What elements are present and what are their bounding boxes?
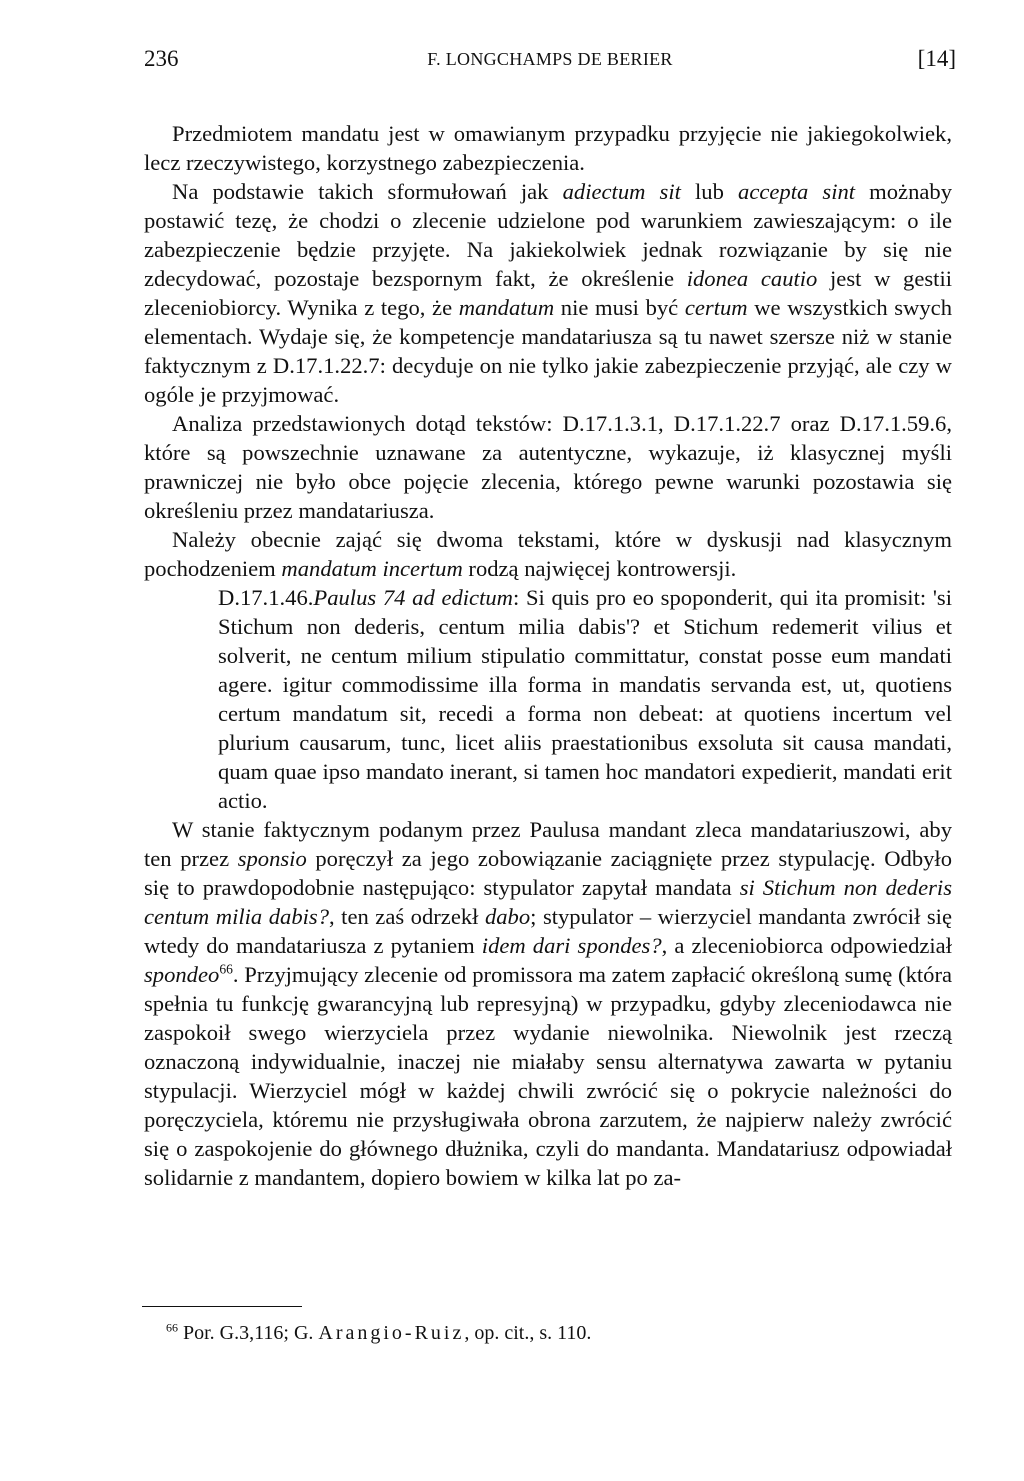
p2-text-c: lub (680, 179, 739, 204)
p5-text-c: poręczył za jego zobowiązanie zaciągnięte przez stypulację. Odbyło się to prawdopodobnie następująco: stypulator zapytał mandata (144, 846, 952, 900)
section-number: [14] (917, 46, 956, 71)
paragraph-1-text: Przedmiotem mandatu jest w omawianym przypadku przyjęcie nie jakiegokolwiek, lecz rzeczywistego, korzystnego zabezpieczenia. (144, 121, 952, 175)
paragraph-1 (144, 119, 952, 177)
p2-term-adiectum: adiectum sit (562, 179, 681, 204)
footnote-divider (142, 1306, 302, 1307)
p2-term-idonea: idonea cautio (686, 266, 818, 291)
footnote-marker: 66 (166, 1320, 178, 1335)
footnote-text-a: Por. G.3,116; G. (178, 1322, 319, 1344)
quote-source: Paulus 74 ad edictum (313, 585, 513, 610)
p4-text-a: Należy obecnie zająć się dwoma tekstami, które w dyskusji nad klasycznym pochodzeniem (144, 527, 952, 581)
page-number: 236 (144, 46, 179, 71)
footnote-reference-66[interactable]: 66 (219, 961, 233, 977)
p2-text-g: jest w gestii zleceniobiorcy. Wynika z tego, że (144, 266, 952, 320)
running-title: F. LONGCHAMPS DE BERIER (427, 49, 673, 69)
p5-text-i: , a zleceniobiorca odpowiedział (661, 933, 952, 958)
p5-text-a: W stanie faktycznym podanym przez Paulusa mandant zleca mandatariuszowi, aby ten przez (144, 817, 952, 871)
page-header (144, 44, 956, 74)
p2-text-a: Na podstawie takich sformułowań jak (172, 179, 563, 204)
p4-text-c: rodzą najwięcej kontrowersji. (462, 556, 737, 581)
p5-term-idem-dari: idem dari spondes? (481, 933, 662, 958)
paragraph-4 (144, 525, 952, 583)
paragraph-3 (144, 409, 952, 525)
footnote-text-b: , op. cit., s. 110. (464, 1322, 592, 1344)
digest-quotation (218, 583, 952, 815)
quote-reference: D.17.1.46. (218, 585, 314, 610)
p2-term-mandatum: mandatum (458, 295, 555, 320)
p2-text-e: możnaby postawić tezę, że chodzi o zlecenie udzielone pod warunkiem zawieszającym: o ile zabezpieczenie będzie przyjęte. Na jakiekolwiek jednak rozwiązanie by się nie zdecydować, pozostaje bezspornym fakt, że określenie (144, 179, 953, 291)
p2-term-certum: certum (684, 295, 748, 320)
paragraph-5 (144, 815, 952, 1192)
p5-text-k: . Przyjmujący zlecenie od promissora ma zatem zapłacić określoną sumę (która spełnia tu funkcję gwarancyjną lub represyjną) w przypadku, gdyby zleceniodawca nie zaspokoił swego wierzyciela przez wydanie niewolnika. Niewolnik jest rzeczą oznaczoną indywidualnie, inaczej nie miałaby sensu alternatywa zawarta w pytaniu stypulacji. Wierzyciel mógł w każdej chwili zwrócić się o pokrycie należności do poręczyciela, któremu nie przysługiwała obrona zarzutem, że najpierw należy zwrócić się o zaspokojenie do głównego dłużnika, czyli do mandanta. Mandatariusz odpowiadał solidarnie z mandantem, dopiero bowiem w kilka lat po za- (144, 962, 952, 1190)
p2-text-k: we wszystkich swych elementach. Wydaje się, że kompetencje mandatariusza są tu nawet szersze niż w stanie faktycznym z D.17.1.22.7: decyduje on nie tylko jakie zabezpieczenie przyjąć, ale czy w ogóle je przyjmować. (144, 295, 952, 407)
p5-text-e: , ten zaś odrzekł (329, 904, 485, 929)
p5-term-stipulation-question: si Stichum non dederis centum milia dabis? (144, 875, 952, 929)
paragraph-3-text: Analiza przedstawionych dotąd tekstów: D.17.1.3.1, D.17.1.22.7 oraz D.17.1.59.6, które są powszechnie uznawane za autentyczne, wykazuje, iż klasycznej myśli prawniczej nie było obce pojęcie zlecenia, którego pewne warunki pozostawia się określeniu przez mandatariusza. (144, 411, 952, 523)
paragraph-2 (144, 177, 952, 409)
p2-text-i: nie musi być (554, 295, 685, 320)
p5-text-g: ; stypulator – wierzyciel mandanta zwrócił się wtedy do mandatariusza z pytaniem (144, 904, 952, 958)
p5-term-dabo: dabo (484, 904, 531, 929)
p5-term-sponsio: sponsio (237, 846, 307, 871)
footnote-author: Arangio-Ruiz (318, 1322, 465, 1344)
footnote-66 (166, 1320, 946, 1346)
p5-term-spondeo: spondeo (144, 962, 220, 987)
p2-term-accepta: accepta sint (738, 179, 856, 204)
quote-text: : Si quis pro eo spoponderit, qui ita promisit: 'si Stichum non dederis, centum milia dabis'? et Stichum redemerit vilius et solverit, ne centum milium stipulatio committatur, constat posse eum mandati agere. igitur commodissime illa forma in mandatis servanda est, ut, quotiens certum mandatum sit, recedi a forma non debeat: at quotiens incertum vel plurium causarum, tunc, licet aliis praestationibus exsoluta sit causa mandati, quam quae ipso mandato inerant, si tamen hoc mandatori expedierit, mandati erit actio. (218, 585, 952, 813)
main-text (144, 119, 952, 1192)
p4-term-mandatum-incertum: mandatum incertum (281, 556, 463, 581)
